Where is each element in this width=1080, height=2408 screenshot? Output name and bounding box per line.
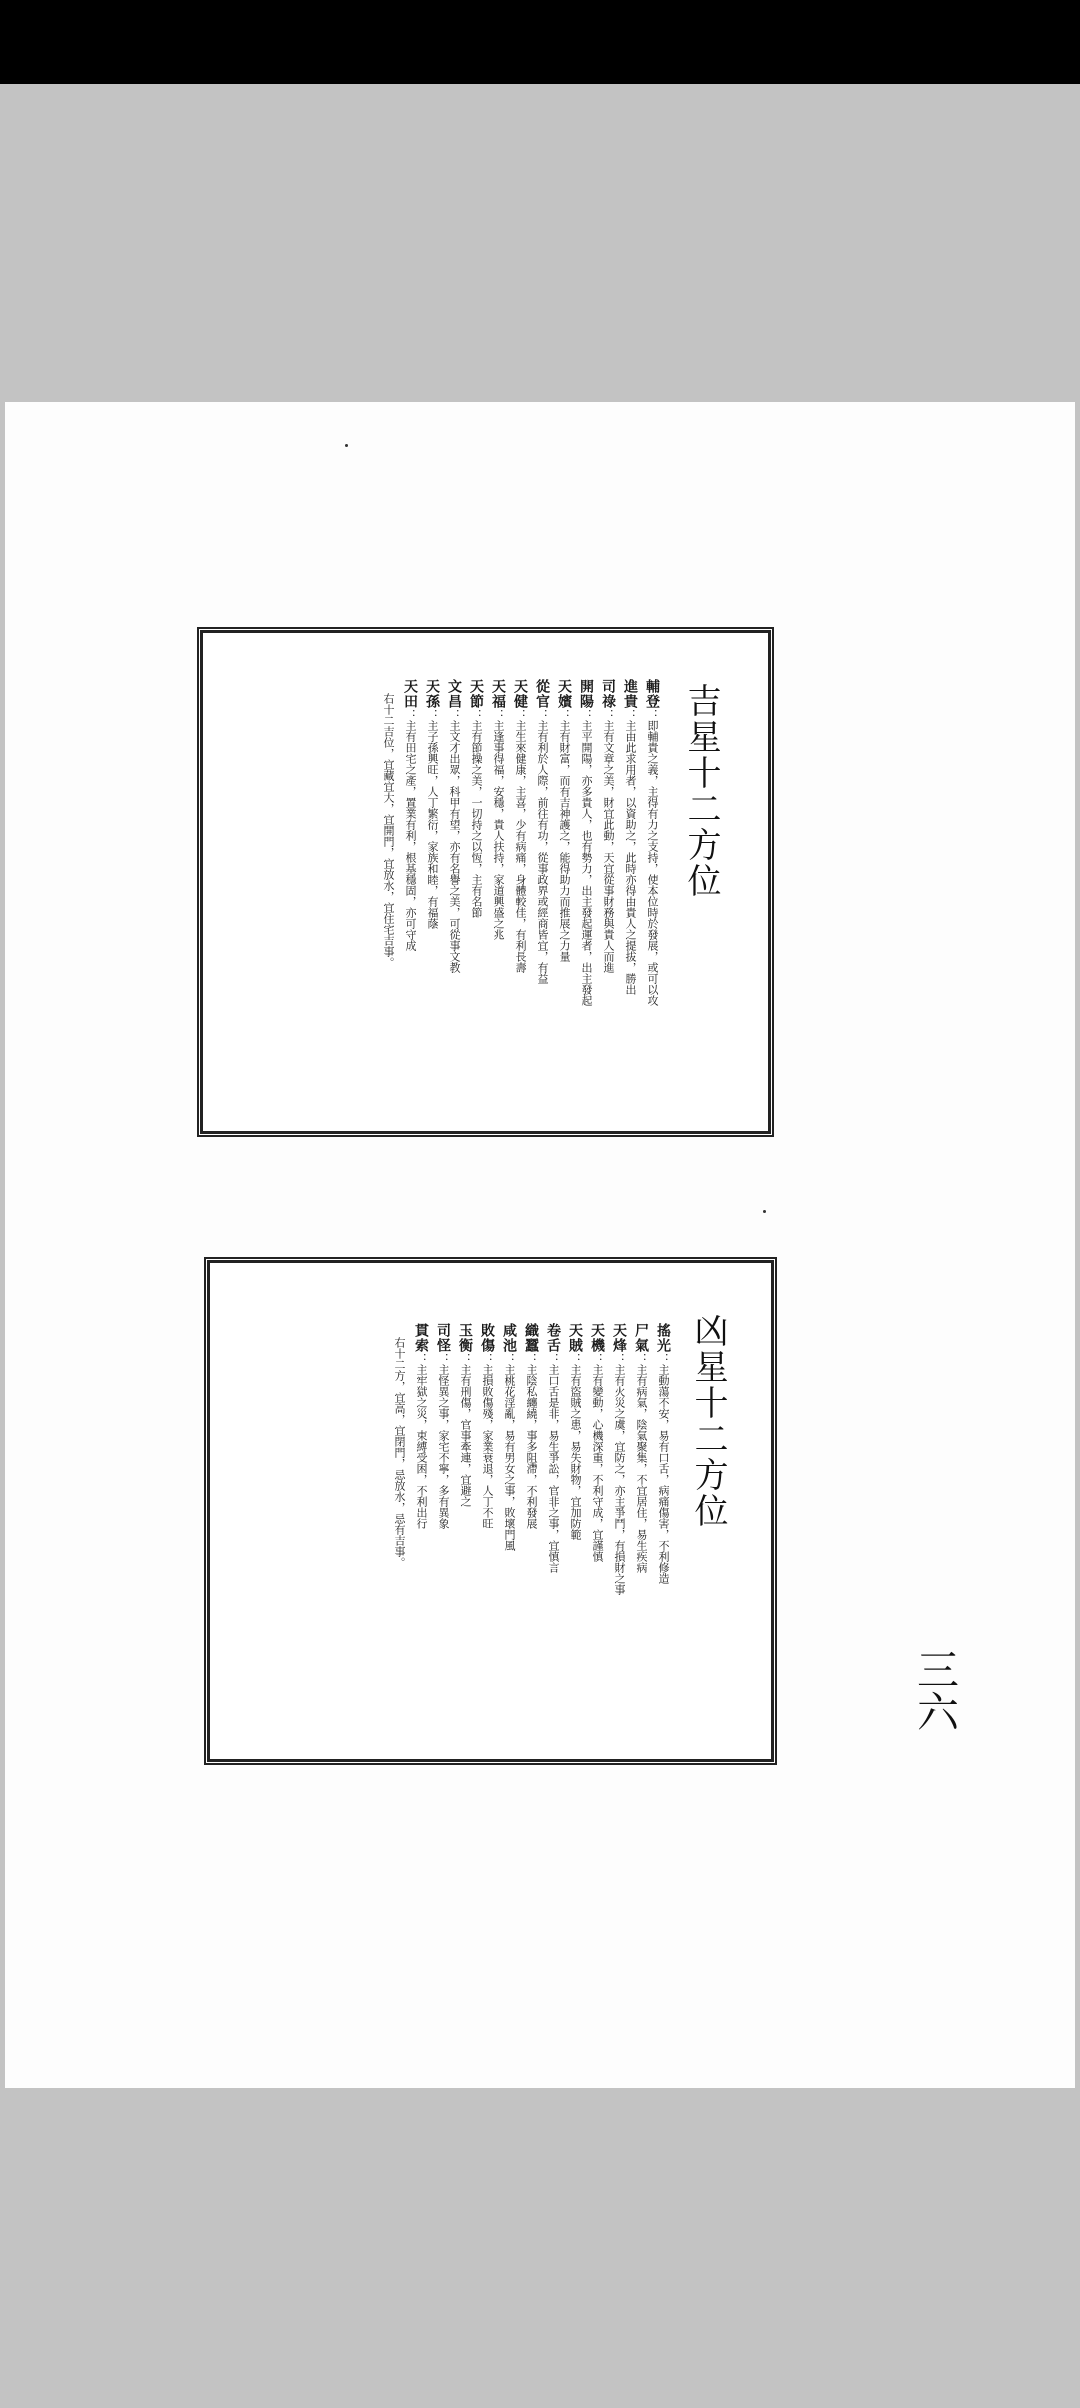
star-entry	[556, 679, 572, 1079]
star-entry	[435, 1323, 451, 1723]
auspicious-stars-table	[200, 630, 771, 1134]
star-entry	[402, 679, 418, 1079]
star-name: 進貴	[622, 679, 638, 709]
star-entry	[457, 1323, 473, 1723]
page-number: 三六	[911, 1648, 960, 1732]
star-name: 司祿	[600, 679, 616, 709]
section-note: 右十二吉位，宜藏宜大，宜開門，宜放水，宜住宅吉事。	[382, 693, 395, 968]
star-entry	[600, 679, 616, 1079]
star-entry	[655, 1323, 671, 1723]
star-entry	[534, 679, 550, 1079]
star-name: 天田	[402, 679, 418, 709]
star-name: 玉衡	[457, 1323, 473, 1353]
star-entry	[479, 1323, 495, 1723]
star-name: 天烽	[611, 1323, 627, 1353]
star-description: ：主有利於人際，前往有功，從事政界或經商皆宜，有益	[536, 709, 549, 984]
star-description: ：主損敗傷殘，家業衰退，人丁不旺	[481, 1353, 494, 1529]
star-description: ：主有財富，而有吉神護之，能得助力而推展之力量	[558, 709, 571, 962]
star-name: 天節	[468, 679, 484, 709]
star-name: 敗傷	[479, 1323, 495, 1353]
star-description: ：主有盜賊之患，易失財物，宜加防範	[569, 1353, 582, 1540]
star-description: ：主有節操之美，一切持之以恆，主有名節	[470, 709, 483, 918]
star-description: ：主陰私纏繞，事多阻滯，不利發展	[525, 1353, 538, 1529]
star-description: ：主有刑傷，官事牽連，宜避之	[459, 1353, 472, 1507]
star-entry	[490, 679, 506, 1079]
star-description: ：主子孫興旺，人丁繁衍，家族和睦，有福蔭	[426, 709, 439, 929]
star-name: 天機	[589, 1323, 605, 1353]
star-entry	[567, 1323, 583, 1723]
star-entry	[501, 1323, 517, 1723]
star-name: 天嬪	[556, 679, 572, 709]
star-description: ：主逢事得福，安穩，貴人扶持，家道興盛之兆	[492, 709, 505, 940]
star-name: 咸池	[501, 1323, 517, 1353]
entries-columns	[391, 1323, 671, 1737]
star-name: 卷舌	[545, 1323, 561, 1353]
star-description: ：主怪異之事，家宅不寧，多有異象	[437, 1353, 450, 1529]
star-entry	[622, 679, 638, 1079]
star-entry	[512, 679, 528, 1079]
star-name: 天健	[512, 679, 528, 709]
speck	[345, 444, 348, 447]
star-description: ：主有田宅之產，置業有利，根基穩固，亦可守成	[404, 709, 417, 951]
star-description: ：主有變動，心機深重，不利守成，宜謹慎	[591, 1353, 604, 1562]
star-entry	[611, 1323, 627, 1723]
star-description: ：主有火災之虞，宜防之，亦主爭鬥，有損財之事	[613, 1353, 626, 1595]
star-entry	[589, 1323, 605, 1723]
star-name: 天孫	[424, 679, 440, 709]
star-description: ：主桃花淫亂，易有男女之事，敗壞門風	[503, 1353, 516, 1551]
star-name: 文昌	[446, 679, 462, 709]
speck	[763, 1210, 766, 1213]
star-name: 天賊	[567, 1323, 583, 1353]
star-entry	[446, 679, 462, 1079]
star-name: 從官	[534, 679, 550, 709]
star-description: ：主生來健康，主喜，少有病痛，身體較佳，有利長壽	[514, 709, 527, 973]
section-title: 凶星十二方位	[688, 1313, 728, 1529]
star-description: ：主口舌是非，易生爭訟，官非之事，宜慎言	[547, 1353, 560, 1573]
star-entry	[413, 1323, 429, 1723]
star-entry	[523, 1323, 539, 1723]
star-description: ：主有文章之美，財宜此動，天宜從事財務與貴人而進	[602, 709, 615, 973]
star-name: 尸氣	[633, 1323, 649, 1353]
star-description: ：主文才出眾，科甲有望，亦有名譽之美，可從事文教	[448, 709, 461, 973]
inauspicious-stars-table	[207, 1260, 774, 1762]
star-description: ：即輔貴之義，主得有力之支持，使本位時於發展，或可以攻	[646, 709, 659, 1006]
star-name: 司怪	[435, 1323, 451, 1353]
star-entry	[424, 679, 440, 1079]
star-name: 天福	[490, 679, 506, 709]
star-description: ：主牢獄之災，束縛受困，不利出行	[415, 1353, 428, 1529]
star-name: 輔登	[644, 679, 660, 709]
star-entry	[468, 679, 484, 1079]
star-entry	[578, 679, 594, 1079]
star-description: ：主動蕩不安，易有口舌，病痛傷害，不利修造	[657, 1353, 670, 1584]
section-title: 吉星十二方位	[681, 683, 721, 899]
status-bar	[0, 0, 1080, 84]
entries-columns	[380, 679, 660, 1093]
star-name: 搖光	[655, 1323, 671, 1353]
star-name: 貫索	[413, 1323, 429, 1353]
star-name: 織蠶	[523, 1323, 539, 1353]
star-description: ：主由此求用者，以資助之，此時亦得由貴人之提拔，勝出	[624, 709, 637, 995]
star-description: ：主平開陽，亦多貴人，也有勢力，出主發起運者，出主發起	[580, 709, 593, 1006]
star-entry	[644, 679, 660, 1079]
star-entry	[545, 1323, 561, 1723]
section-note: 右十二方，宜高，宜閉門，忌放水，忌有吉事。	[393, 1337, 406, 1568]
star-description: ：主有病氣，陰氣聚集，不宜居住，易生疾病	[635, 1353, 648, 1573]
star-name: 開陽	[578, 679, 594, 709]
star-entry	[633, 1323, 649, 1723]
